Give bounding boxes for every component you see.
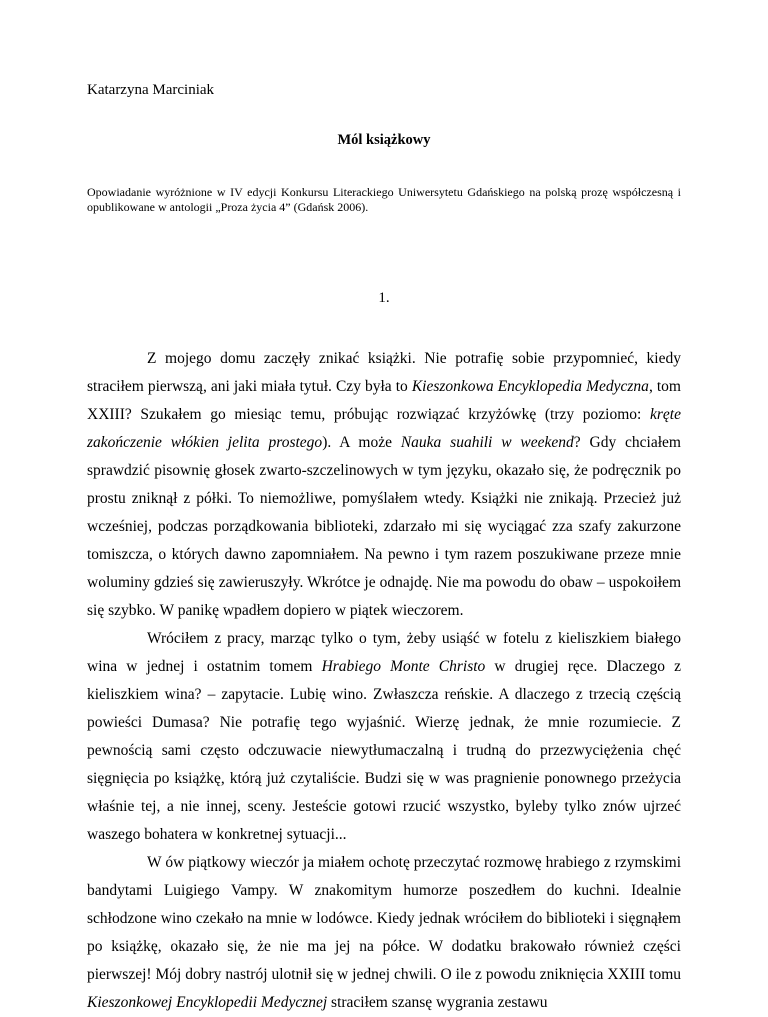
story-body <box>87 345 681 1017</box>
author-name: Katarzyna Marciniak <box>87 82 215 98</box>
paragraph-1: Z mojego domu zaczęły znikać książki. Nie potrafię sobie przypomnieć, kiedy straciłem pierwszą, ani jaki miała tytuł. Czy była to Kieszonkowa Encyklopedia Medyczna, tom XXIII? Szukałem go miesiąc temu, próbując rozwiązać krzyżówkę (trzy poziomo: kręte zakończenie włókien jelita prostego). A może Nauka suahili w weekend? Gdy chciałem sprawdzić pisownię głosek zwarto-szczelinowych w tym języku, okazało się, że podręcznik po prostu zniknął z półki. To niemożliwe, pomyślałem wtedy. Książki nie znikają. Przecież już wcześniej, podczas porządkowania biblioteki, zdarzało mi się wyciągać zza szafy zakurzone tomiszcza, o których dawno zapomniałem. Na pewno i tym razem poszukiwane przeze mnie woluminy gdzieś się zawieruszyły. Wkrótce je odnajdę. Nie ma powodu do obaw – uspokoiłem się szybko. W panikę wpadłem dopiero w piątek wieczorem. <box>87 350 681 619</box>
chapter-number: 1. <box>378 290 390 306</box>
publication-note: Opowiadanie wyróżnione w IV edycji Konkursu Literackiego Uniwersytetu Gdańskiego na polską prozę współczesną i opublikowane w antologii „Proza życia 4” (Gdańsk 2006). <box>87 185 681 214</box>
story-title: Mól książkowy <box>337 132 431 148</box>
paragraph-2: Wróciłem z pracy, marząc tylko o tym, żeby usiąść w fotelu z kieliszkiem białego wina w jednej i ostatnim tomem Hrabiego Monte Christo w drugiej ręce. Dlaczego z kieliszkiem wina? – zapytacie. Lubię wino. Zwłaszcza reńskie. A dlaczego z trzecią częścią powieści Dumasa? Nie potrafię tego wyjaśnić. Wierzę jednak, że mnie rozumiecie. Z pewnością sami często odczuwacie niewytłumaczalną i trudną do przezwyciężenia chęć sięgnięcia po książkę, którą już czytaliście. Budzi się w was pragnienie ponownego przeżycia właśnie tej, a nie innej, sceny. Jesteście gotowi rzucić wszystko, byleby tylko znów ujrzeć waszego bohatera w konkretnej sytuacji... <box>87 630 681 843</box>
paragraph-3: W ów piątkowy wieczór ja miałem ochotę przeczytać rozmowę hrabiego z rzymskimi bandytami Luigiego Vampy. W znakomitym humorze poszedłem do kuchni. Idealnie schłodzone wino czekało na mnie w lodówce. Kiedy jednak wróciłem do biblioteki i sięgnąłem po książkę, okazało się, że nie ma jej na półce. W dodatku brakowało również części pierwszej! Mój dobry nastrój ulotnił się w jednej chwili. O ile z powodu zniknięcia XXIII tomu Kieszonkowej Encyklopedii Medycznej straciłem szansę wygrania zestawu <box>87 854 681 1011</box>
